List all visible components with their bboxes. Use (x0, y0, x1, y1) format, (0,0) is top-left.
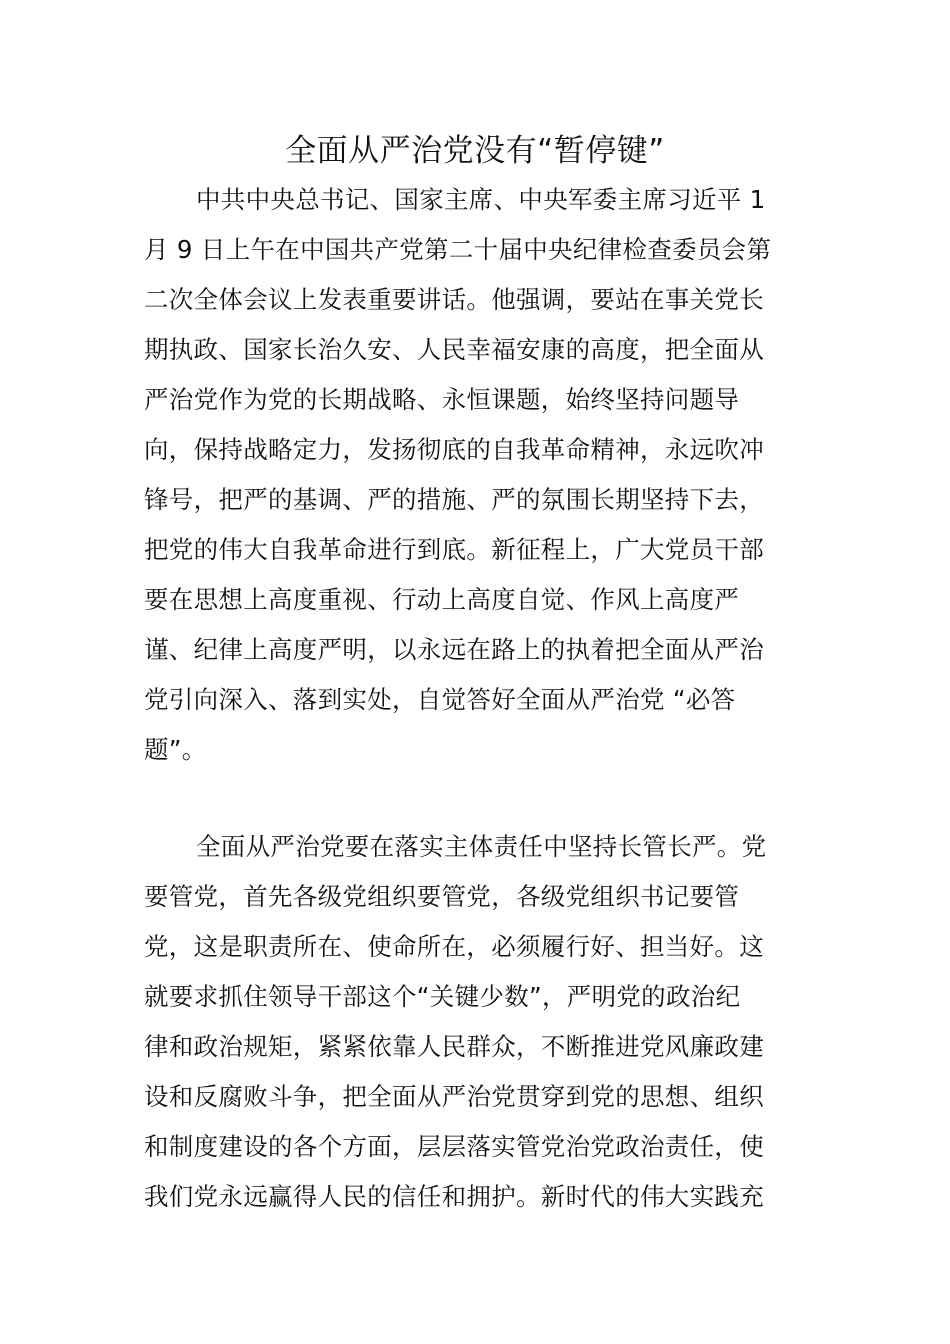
paragraph-line: 全面从严治党要在落实主体责任中坚持长管长严。党 (196, 832, 767, 861)
paragraph-line: 锋号，把严的基调、严的措施、严的氛围长期坚持下去， (144, 485, 764, 514)
paragraph-1 (144, 175, 809, 775)
paragraph-line: 题”。 (144, 735, 207, 764)
paragraph-line: 严治党作为党的长期战略、永恒课题，始终坚持问题导 (144, 385, 740, 414)
paragraph-line: 我们党永远赢得人民的信任和拥护。新时代的伟大实践充 (144, 1182, 764, 1211)
paragraph-line: 把党的伟大自我革命进行到底。新征程上，广大党员干部 (144, 535, 764, 564)
paragraph-2 (144, 822, 809, 1222)
paragraph-line: 党，这是职责所在、使命所在，必须履行好、担当好。这 (144, 932, 764, 961)
document-title: 全面从严治党没有“暂停键” (285, 133, 665, 169)
paragraph-line: 期执政、国家长治久安、人民幸福安康的高度，把全面从 (144, 335, 764, 364)
paragraph-line: 谨、纪律上高度严明，以永远在路上的执着把全面从严治 (144, 635, 764, 664)
paragraph-line: 设和反腐败斗争，把全面从严治党贯穿到党的思想、组织 (144, 1082, 764, 1111)
paragraph-line: 律和政治规矩，紧紧依靠人民群众，不断推进党风廉政建 (144, 1032, 764, 1061)
paragraph-line: 要在思想上高度重视、行动上高度自觉、作风上高度严 (144, 585, 740, 614)
paragraph-line: 中共中央总书记、国家主席、中央军委主席习近平 1 (196, 185, 766, 214)
paragraph-line: 月 9 日上午在中国共产党第二十届中央纪律检查委员会第 (144, 235, 772, 264)
paragraph-line: 就要求抓住领导干部这个“关键少数”，严明党的政治纪 (144, 982, 741, 1011)
paragraph-line: 和制度建设的各个方面，层层落实管党治党政治责任，使 (144, 1132, 764, 1161)
paragraph-line: 二次全体会议上发表重要讲话。他强调，要站在事关党长 (144, 285, 764, 314)
paragraph-line: 向，保持战略定力，发扬彻底的自我革命精神，永远吹冲 (144, 435, 764, 464)
paragraph-line: 党引向深入、落到实处，自觉答好全面从严治党 “必答 (144, 685, 736, 714)
paragraph-line: 要管党，首先各级党组织要管党，各级党组织书记要管 (144, 882, 740, 911)
